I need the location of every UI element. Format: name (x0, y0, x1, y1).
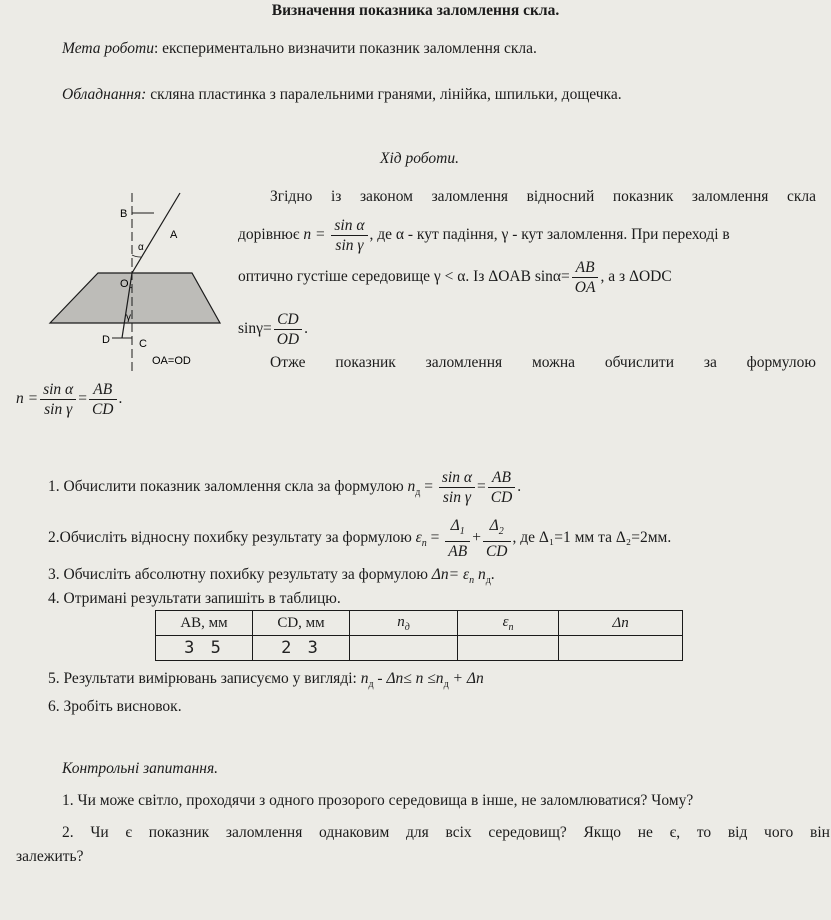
goal-line (62, 40, 537, 58)
label-d: D (102, 334, 110, 346)
step-1-sin-fraction (439, 468, 475, 507)
theory-line-1-word: відносний (526, 188, 595, 205)
step-4: 4. Отримані результати запишіть в таблицю. (48, 590, 341, 607)
theory-line-5 (270, 354, 816, 372)
theory-line-3 (238, 258, 672, 297)
header-dn: Δn (559, 611, 683, 636)
step-2-text: 2.Обчисліть відносну похибку результату за формулою (48, 529, 412, 547)
theory-line-5-word: обчислити (604, 354, 674, 371)
header-n-sub: д (404, 621, 410, 633)
step-6: 6. Зробіть висновок. (48, 698, 182, 715)
formula-n (16, 380, 122, 419)
alpha-arc (132, 255, 141, 257)
control-q2-word: не (637, 824, 653, 841)
step-2-delta2-fraction (483, 516, 511, 561)
glass-plate-shape (50, 273, 220, 323)
step-2-eq: = (430, 529, 440, 547)
step-1-ab-cd-fraction (488, 468, 516, 507)
sin-alpha-num: sin α (331, 216, 367, 236)
step-3 (48, 566, 495, 586)
control-q2-line1 (62, 824, 830, 842)
step-3-eps-sub: n (469, 575, 475, 587)
header-n (350, 611, 458, 636)
control-q2-word: від (727, 824, 748, 841)
cd-od-fraction (274, 310, 302, 349)
label-a: A (170, 229, 178, 241)
formula-n-eq: n = (16, 390, 39, 408)
step-5-end: + Δn (448, 670, 484, 687)
control-q2-word: Якщо (583, 824, 622, 841)
cell-eps[interactable] (458, 636, 559, 661)
step-5-n: n (360, 670, 369, 687)
control-q2-word: Чи (90, 824, 109, 841)
theory-line-5-word: Отже (270, 354, 306, 371)
control-q2-word: однаковим (319, 824, 390, 841)
sin-ratio-fraction (331, 216, 367, 255)
formula-sin-fraction (40, 380, 76, 419)
oa-den: OA (574, 279, 596, 296)
step-1-sin-gamma: sin γ (442, 489, 471, 506)
theory-line-3-prefix: оптично густіше середовище γ < α. Із ΔOAB sinα= (238, 268, 570, 286)
step-1 (48, 468, 521, 507)
control-q1: 1. Чи може світло, проходячи з одного прозорого середовища в інше, не заломлюватися? Чому? (62, 792, 694, 809)
step-1-ab: AB (488, 468, 516, 488)
theory-line-4 (238, 310, 308, 349)
step-2-ab: AB (448, 543, 468, 561)
header-ab: AB, мм (156, 611, 253, 636)
theory-line-5-word: формулою (746, 354, 816, 371)
control-q2-word: 2. (62, 824, 74, 841)
header-eps-sub: n (508, 621, 514, 633)
cell-dn[interactable] (559, 636, 683, 661)
label-gamma: γ (126, 312, 131, 323)
theory-line-1-word: Згідно (270, 188, 313, 205)
theory-line-2-prefix: дорівнює (238, 226, 300, 244)
page-title: Визначення показника заломлення скла. (271, 2, 560, 19)
formula-ab: AB (89, 380, 117, 400)
step-2-delta2: Δ (489, 517, 499, 534)
step-5-tail: - Δn≤ n ≤n (373, 670, 444, 687)
header-eps (458, 611, 559, 636)
refraction-diagram (40, 188, 230, 378)
formula-sin-gamma: sin γ (44, 401, 73, 418)
control-q2-word: є, (669, 824, 681, 841)
label-oa-od: OA=OD (152, 355, 191, 367)
equipment-label: Обладнання: (62, 86, 147, 103)
step-5-n-sub2: д (443, 679, 449, 691)
step-3-end: . (490, 566, 495, 583)
step-2-delta1-fraction (445, 516, 470, 561)
theory-line-1-word: заломлення (691, 188, 769, 205)
theory-line-3-suffix: , а з ΔODC (600, 268, 672, 286)
formula-cd: CD (91, 401, 114, 418)
formula-period: . (118, 390, 123, 408)
theory-line-1-word: заломлення (431, 188, 509, 205)
theory-line-5-word: можна (531, 354, 576, 371)
procedure-heading: Хід роботи. (380, 150, 459, 167)
step-2-delta1: Δ (450, 517, 460, 534)
table-header-row (156, 611, 683, 636)
control-q2-word: середовищ? (488, 824, 567, 841)
cell-n[interactable] (350, 636, 458, 661)
equipment-line (62, 86, 622, 104)
od-den: OD (276, 331, 300, 348)
ab-num: AB (572, 258, 599, 278)
step-1-text: 1. Обчислити показник заломлення скла за формулою (48, 478, 404, 496)
theory-line-1-word: із (330, 188, 342, 205)
ab-oa-fraction (572, 258, 599, 297)
control-q2-word: є (125, 824, 133, 841)
control-heading: Контрольні запитання. (62, 760, 219, 777)
theory-line-5-word: заломлення (425, 354, 503, 371)
cd-num: CD (274, 310, 302, 330)
control-q2-line2: залежить? (16, 848, 84, 865)
goal-label: Мета роботи (62, 40, 154, 57)
step-1-n: n (407, 478, 416, 496)
theory-line-1-word: показник (612, 188, 674, 205)
step-2-eps-sub: n (421, 538, 427, 550)
step-2-delta1-sub: 1 (459, 526, 465, 538)
step-2-plus: + (472, 529, 481, 547)
formula-sin-alpha: sin α (40, 380, 76, 400)
step-2 (48, 516, 671, 561)
step-2-cd: CD (485, 543, 508, 561)
header-n-text: n (397, 613, 405, 630)
control-q2-word: заломлення (225, 824, 303, 841)
step-5-n-sub: д (368, 679, 374, 691)
theory-line-1 (270, 188, 816, 206)
step-3-n-sub: д (485, 575, 491, 587)
step-1-cd: CD (490, 489, 513, 506)
cell-cd[interactable]: 2 3 (253, 636, 350, 661)
theory-line-1-word: законом (359, 188, 413, 205)
step-1-n-sub: д (415, 487, 421, 499)
header-eps-text: ε (502, 613, 509, 630)
step-5-text: 5. Результати вимірювань записуємо у вигляді: (48, 670, 357, 687)
step-1-eq: = (424, 478, 433, 496)
step-3-formula-tail: n (474, 566, 486, 583)
step-2-eps: ε (415, 529, 422, 547)
label-o: O (120, 278, 129, 290)
control-q2-word: чого (764, 824, 794, 841)
step-2-delta2-sub: 2 (498, 526, 504, 538)
label-alpha: α (138, 242, 144, 253)
equipment-text: скляна пластинка з паралельними гранями, лінійка, шпильки, дощечка. (146, 86, 622, 103)
control-q2-word: то (696, 824, 712, 841)
label-c: C (139, 338, 147, 350)
theory-line-4-period: . (304, 320, 308, 338)
control-q2-word: для (406, 824, 429, 841)
step-3-formula: Δn= ε (431, 566, 470, 583)
control-q2-word: показник (148, 824, 210, 841)
results-table (155, 610, 683, 661)
step-5 (48, 670, 484, 690)
goal-text: : експериментально визначити показник заломлення скла. (153, 40, 537, 57)
theory-line-2-suffix: , де α - кут падіння, γ - кут заломлення. При переході в (369, 226, 730, 244)
sin-gamma-den: sin γ (335, 237, 364, 254)
cell-ab[interactable]: 3 5 (156, 636, 253, 661)
step-1-period: . (517, 478, 522, 496)
theory-line-5-word: показник (335, 354, 396, 371)
theory-line-1-word: скла (786, 188, 816, 205)
theory-line-5-word: за (703, 354, 717, 371)
label-b: B (120, 208, 128, 220)
n-equals: n = (303, 226, 326, 244)
header-cd: CD, мм (253, 611, 350, 636)
step-3-text: 3. Обчисліть абсолютну похибку результату за формулою (48, 566, 428, 583)
step-1-sin-alpha: sin α (439, 468, 475, 488)
formula-ab-cd-fraction (89, 380, 117, 419)
sin-gamma-eq: sinγ= (238, 320, 272, 338)
step-2-suffix: , де Δ₁=1 мм та Δ₂=2мм. (512, 529, 672, 547)
control-q2-word: він (810, 824, 830, 841)
table-row (156, 636, 683, 661)
formula-eq: = (78, 390, 87, 408)
step-1-eq2: = (476, 478, 486, 496)
theory-line-2 (238, 216, 730, 255)
control-q2-word: всіх (445, 824, 472, 841)
